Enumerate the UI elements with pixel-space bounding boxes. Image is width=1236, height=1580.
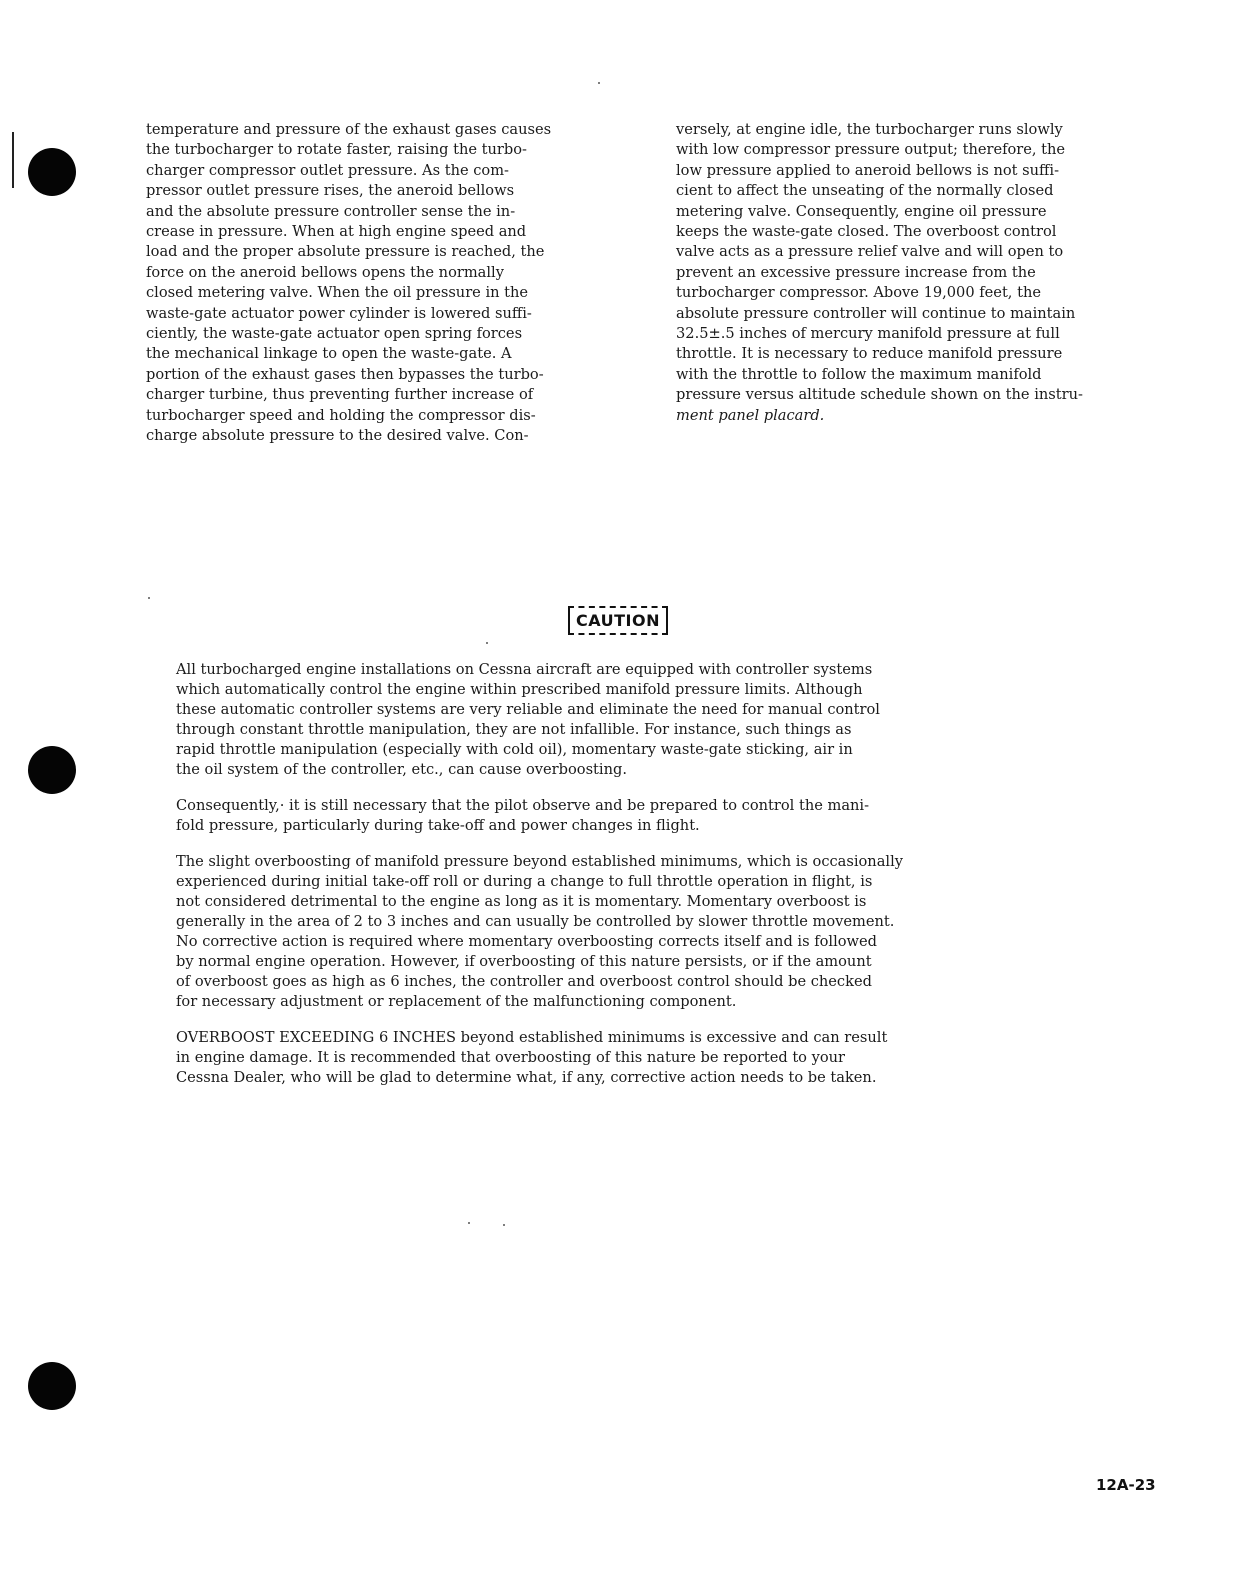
text-line: crease in pressure. When at high engine speed and (146, 223, 527, 241)
caution-paragraph-3 (176, 852, 1076, 1012)
text-line: No corrective action is required where momentary overboosting corrects itself and is followed (176, 933, 878, 950)
text-line: rapid throttle manipulation (especially with cold oil), momentary waste-gate sticking, air in (176, 741, 853, 758)
text-line: fold pressure, particularly during take-off and power changes in flight. (176, 817, 700, 834)
left-text-column (146, 120, 638, 447)
text-line: in engine damage. It is recommended that overboosting of this nature be reported to your (176, 1049, 846, 1066)
page-number: 12A-23 (1096, 1476, 1156, 1494)
text-line: pressor outlet pressure rises, the aneroid bellows (146, 182, 515, 200)
text-line: which automatically control the engine within prescribed manifold pressure limits. Although (176, 681, 863, 698)
text-line: absolute pressure controller will continue to maintain (676, 304, 1076, 322)
scan-speck (503, 1224, 505, 1226)
text-line: pressure versus altitude schedule shown on the instru- (676, 386, 1083, 404)
text-line: All turbocharged engine installations on Cessna aircraft are equipped with controller systems (176, 661, 873, 678)
text-line: and the absolute pressure controller sense the in- (146, 202, 516, 220)
text-line-italic: ment panel placard. (676, 406, 825, 424)
text-line: by normal engine operation. However, if overboosting of this nature persists, or if the amount (176, 953, 872, 970)
caution-body (176, 660, 1076, 1104)
text-line: versely, at engine idle, the turbocharger runs slowly (676, 121, 1063, 138)
text-line: The slight overboosting of manifold pressure beyond established minimums, which is occasionally (176, 853, 903, 870)
text-line: turbocharger speed and holding the compressor dis- (146, 406, 536, 424)
caution-paragraph-4 (176, 1028, 1076, 1088)
margin-change-bar (12, 132, 14, 188)
text-line: for necessary adjustment or replacement of the malfunctioning component. (176, 993, 737, 1010)
text-line: portion of the exhaust gases then bypasses the turbo- (146, 365, 544, 383)
text-line: generally in the area of 2 to 3 inches and can usually be controlled by slower throttle movement. (176, 913, 895, 930)
text-line: temperature and pressure of the exhaust gases causes (146, 121, 552, 138)
text-line: not considered detrimental to the engine as long as it is momentary. Momentary overboost is (176, 893, 867, 910)
scan-speck (598, 82, 600, 84)
right-text-column (676, 120, 1170, 426)
scan-speck (486, 642, 488, 644)
text-line: with low compressor pressure output; therefore, the (676, 141, 1066, 159)
text-line: keeps the waste-gate closed. The overboost control (676, 223, 1057, 241)
text-line: OVERBOOST EXCEEDING 6 INCHES beyond established minimums is excessive and can result (176, 1029, 888, 1046)
text-line: the mechanical linkage to open the waste-gate. A (146, 345, 512, 363)
text-line: throttle. It is necessary to reduce manifold pressure (676, 345, 1063, 363)
text-line: prevent an excessive pressure increase from the (676, 263, 1036, 281)
binder-hole-middle (28, 746, 76, 794)
text-line: charger compressor outlet pressure. As the com- (146, 161, 509, 179)
text-line: experienced during initial take-off roll or during a change to full throttle operation in flight, is (176, 873, 873, 890)
text-line: Consequently,· it is still necessary that the pilot observe and be prepared to control the mani- (176, 797, 870, 814)
text-line: cient to affect the unseating of the normally closed (676, 182, 1054, 200)
caution-paragraph-2 (176, 796, 1076, 836)
binder-hole-top (28, 148, 76, 196)
caution-paragraph-1 (176, 660, 1076, 780)
caution-badge: CAUTION (568, 606, 668, 635)
text-line: turbocharger compressor. Above 19,000 feet, the (676, 284, 1041, 302)
text-line: waste-gate actuator power cylinder is lowered suffi- (146, 304, 532, 322)
text-line: charge absolute pressure to the desired valve. Con- (146, 427, 529, 445)
scan-speck (468, 1222, 470, 1224)
text-line: through constant throttle manipulation, they are not infallible. For instance, such things as (176, 721, 852, 738)
text-line: metering valve. Consequently, engine oil pressure (676, 202, 1047, 220)
text-line: ciently, the waste-gate actuator open spring forces (146, 325, 523, 343)
text-line: closed metering valve. When the oil pressure in the (146, 284, 529, 302)
text-line: the oil system of the controller, etc., can cause overboosting. (176, 761, 627, 778)
text-line: 32.5±.5 inches of mercury manifold pressure at full (676, 325, 1060, 343)
text-line: load and the proper absolute pressure is reached, the (146, 243, 545, 261)
text-line: low pressure applied to aneroid bellows is not suffi- (676, 161, 1060, 179)
text-line: these automatic controller systems are very reliable and eliminate the need for manual control (176, 701, 880, 718)
text-line: charger turbine, thus preventing further increase of (146, 386, 534, 404)
text-line: of overboost goes as high as 6 inches, the controller and overboost control should be checked (176, 973, 872, 990)
text-line: Cessna Dealer, who will be glad to determine what, if any, corrective action needs to be taken. (176, 1069, 877, 1086)
text-line: the turbocharger to rotate faster, raising the turbo- (146, 141, 527, 159)
caution-heading (0, 606, 1236, 635)
scan-speck (148, 597, 150, 599)
text-line: force on the aneroid bellows opens the normally (146, 263, 504, 281)
text-line: valve acts as a pressure relief valve and will open to (676, 243, 1064, 261)
binder-hole-bottom (28, 1362, 76, 1410)
text-line: with the throttle to follow the maximum manifold (676, 365, 1042, 383)
